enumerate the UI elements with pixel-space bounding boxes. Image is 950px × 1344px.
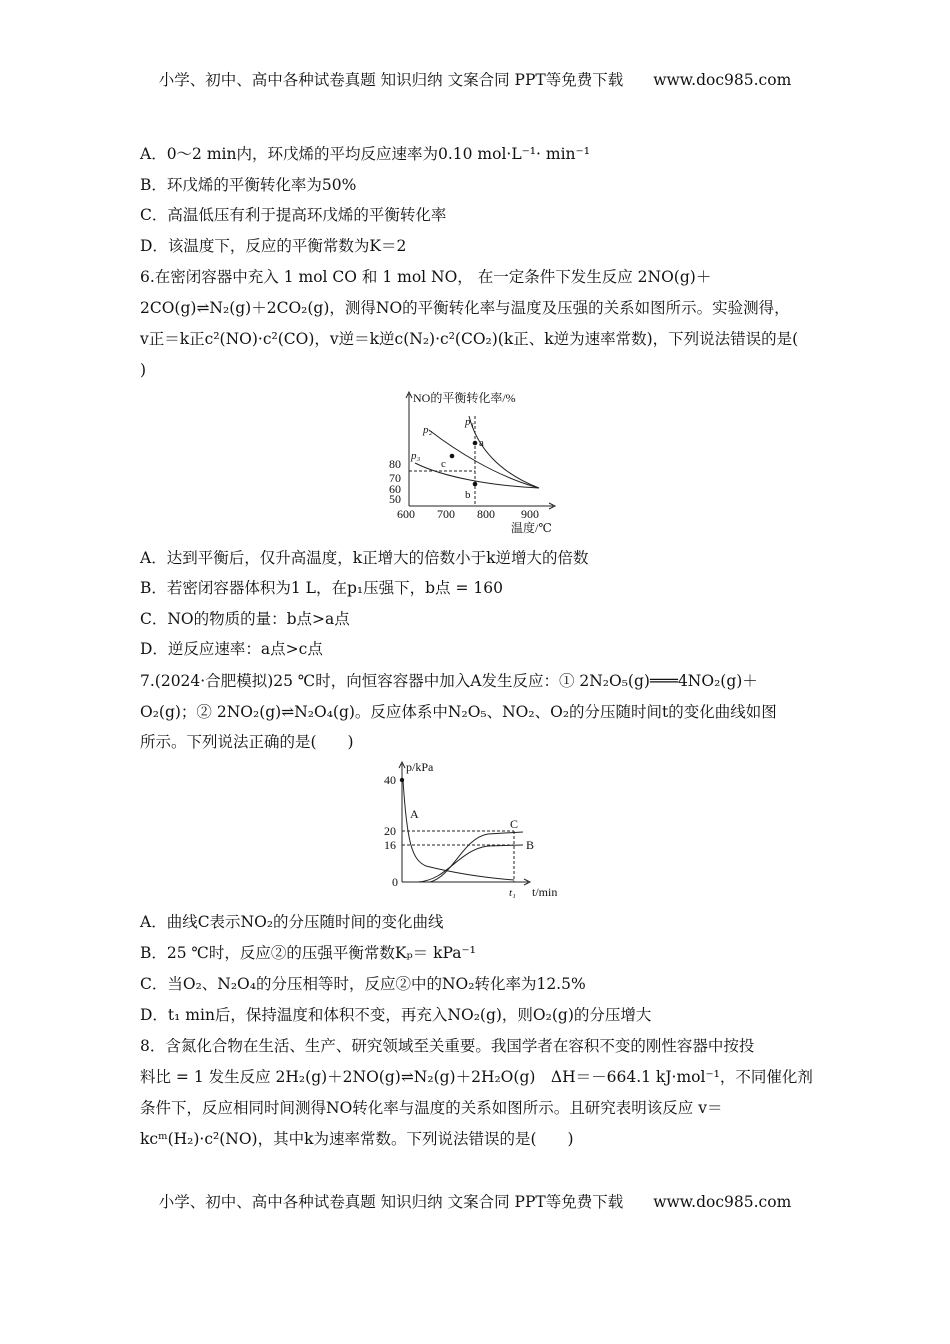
chart1-ytick-50: 50 <box>389 492 401 506</box>
chart1-point-b <box>473 482 478 487</box>
chart2-label-b: B <box>526 838 535 852</box>
chart-partial-pressure <box>378 758 578 900</box>
chart2-xlabel: t/min <box>532 885 558 899</box>
q8-line-1: 8．含氮化合物在生活、生产、研究领域至关重要。我国学者在容积不变的刚性容器中按投 <box>140 1037 755 1055</box>
q8-line-4: kcᵐ(H₂)·c²(NO)，其中k为速率常数。下列说法错误的是( ) <box>140 1130 574 1148</box>
q6-line-3: v正＝k正c²(NO)·c²(CO)，v逆＝k逆c(N₂)·c²(CO₂)(k正、k逆为速率常数)，下列说法错误的是( <box>140 330 799 348</box>
chart2-xtick-t1: t₁ <box>509 887 516 899</box>
chart2-ytick-20: 20 <box>384 824 396 838</box>
chart2-ylabel: p/kPa <box>406 760 434 774</box>
chart1-xtick-700: 700 <box>437 507 455 521</box>
q7-option-a: A．曲线C表示NO₂的分压随时间的变化曲线 <box>140 913 444 931</box>
chart1-ytick-70: 70 <box>389 471 401 485</box>
chart2-ytick-16: 16 <box>384 838 396 852</box>
q6-line-4: ) <box>140 361 147 379</box>
q5-option-b: B．环戊烯的平衡转化率为50% <box>140 176 357 194</box>
chart2-start-point <box>400 778 404 782</box>
q5-option-c: C．高温低压有利于提高环戊烯的平衡转化率 <box>140 206 447 224</box>
chart1-label-p3: p₃ <box>411 450 421 462</box>
chart1-xlabel: 温度/℃ <box>511 521 552 535</box>
q7-line-2: O₂(g)；② 2NO₂(g)⇌N₂O₄(g)。反应体系中N₂O₅、NO₂、O₂的分压随时间t的变化曲线如图 <box>140 703 777 721</box>
q7-line-3: 所示。下列说法正确的是( ) <box>140 733 354 751</box>
chart1-point-c <box>450 454 455 459</box>
chart2-ytick-0: 0 <box>392 875 398 889</box>
q6-option-b: B．若密闭容器体积为1 L，在p₁压强下，b点 = 160 <box>140 579 503 597</box>
page-header <box>0 68 950 90</box>
chart2-curve-b <box>418 845 523 882</box>
header-text: 小学、初中、高中各种试卷真题 知识归纳 文案合同 PPT等免费下载 <box>158 71 624 89</box>
chart1-label-p2: p₂ <box>423 424 433 436</box>
chart1-point-a <box>473 441 478 446</box>
chart-no-conversion <box>385 388 585 538</box>
chart2-label-c: C <box>510 817 519 831</box>
chart1-label-a: a <box>479 437 484 449</box>
q7-line-1: 7.(2024·合肥模拟)25 ℃时，向恒容容器中加入A发生反应：① 2N₂O₅(g)═══4NO₂(g)＋ <box>140 672 758 690</box>
q8-line-2: 料比 = 1 发生反应 2H₂(g)＋2NO(g)⇌N₂(g)＋2H₂O(g) ΔH＝－664.1 kJ·mol⁻¹，不同催化剂 <box>140 1068 813 1086</box>
q7-option-d: D．t₁ min后，保持温度和体积不变，再充入NO₂(g)，则O₂(g)的分压增大 <box>140 1006 652 1024</box>
q7-option-b: B．25 ℃时，反应②的压强平衡常数Kₚ＝ kPa⁻¹ <box>140 944 476 962</box>
q6-option-c: C．NO的物质的量：b点>a点 <box>140 610 350 628</box>
q5-option-a: A．0～2 min内，环戊烯的平均反应速率为0.10 mol·L⁻¹· min⁻¹ <box>140 145 590 163</box>
chart1-ylabel: NO的平衡转化率/% <box>413 391 516 405</box>
chart1-xtick-900: 900 <box>521 507 539 521</box>
q6-option-d: D．逆反应速率：a点>c点 <box>140 640 323 658</box>
chart2-curve-c <box>430 832 523 882</box>
chart1-label-b: b <box>465 489 471 501</box>
header-site[interactable]: www.doc985.com <box>653 71 792 89</box>
chart2-ytick-40: 40 <box>384 773 396 787</box>
chart1-label-c: c <box>441 458 446 470</box>
chart1-xtick-600: 600 <box>397 507 415 521</box>
chart1-xtick-800: 800 <box>477 507 495 521</box>
q7-option-c: C．当O₂、N₂O₄的分压相等时，反应②中的NO₂转化率为12.5% <box>140 975 586 993</box>
page-footer <box>0 1190 950 1212</box>
q5-option-d: D．该温度下，反应的平衡常数为K＝2 <box>140 237 407 255</box>
chart1-curve-p1 <box>469 416 539 488</box>
chart2-curve-a <box>403 780 514 880</box>
chart2-label-a: A <box>410 807 419 821</box>
q8-line-3: 条件下，反应相同时间测得NO转化率与温度的关系如图所示。且研究表明该反应 v＝ <box>140 1099 723 1117</box>
chart1-label-p1: p₁ <box>465 416 475 428</box>
chart1-ytick-60: 60 <box>389 482 401 496</box>
q6-line-2: 2CO(g)⇌N₂(g)＋2CO₂(g)，测得NO的平衡转化率与温度及压强的关系如图所示。实验测得， <box>140 299 790 317</box>
footer-text: 小学、初中、高中各种试卷真题 知识归纳 文案合同 PPT等免费下载 <box>158 1193 624 1211</box>
footer-site[interactable]: www.doc985.com <box>653 1193 792 1211</box>
q6-option-a: A．达到平衡后，仅升高温度，k正增大的倍数小于k逆增大的倍数 <box>140 549 589 567</box>
chart1-ytick-80: 80 <box>389 457 401 471</box>
q6-line-1: 6.在密闭容器中充入 1 mol CO 和 1 mol NO， 在一定条件下发生反应 2NO(g)＋ <box>140 268 712 286</box>
